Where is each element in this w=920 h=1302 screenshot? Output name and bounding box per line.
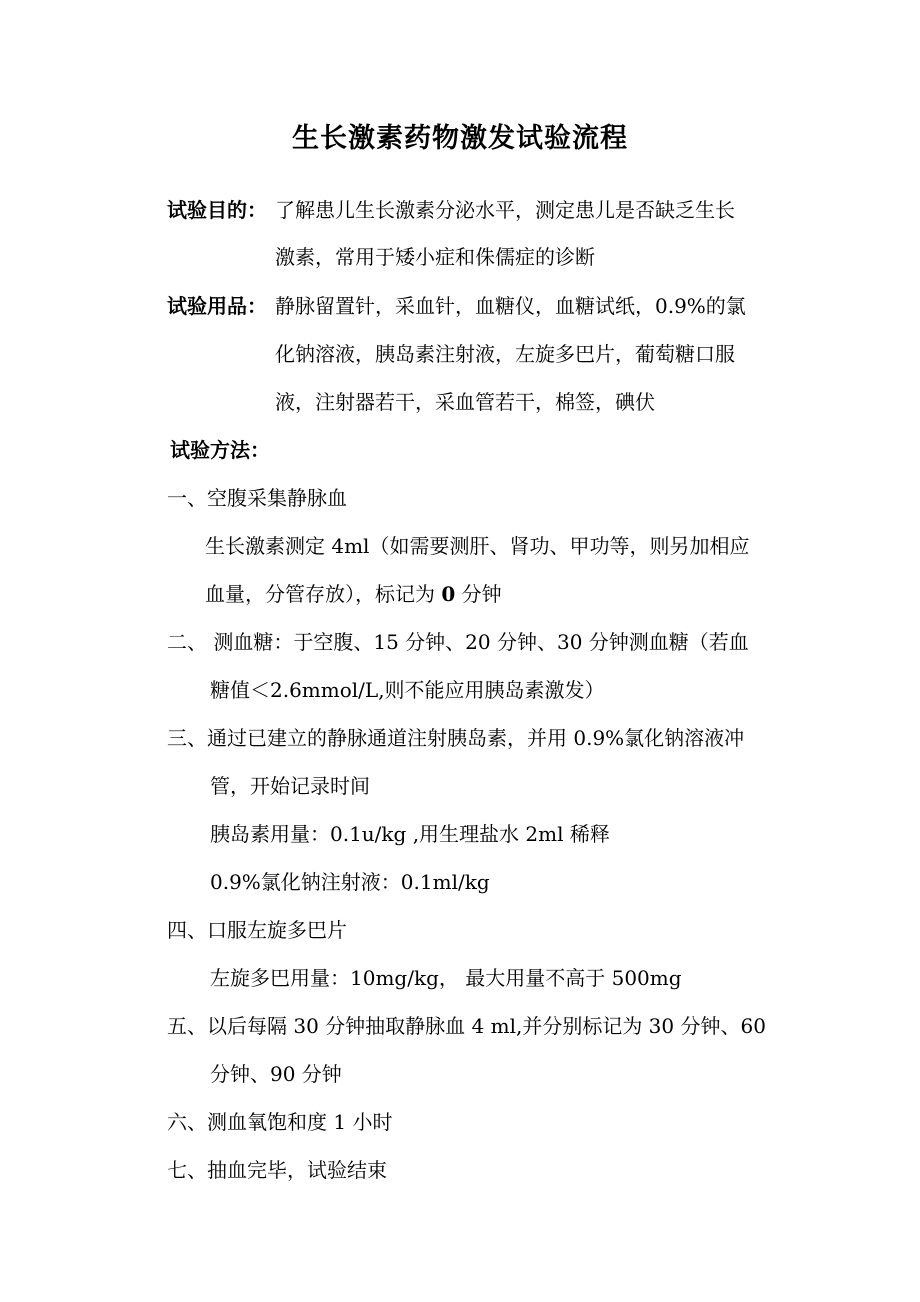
document-title: 生长激素药物激发试验流程	[292, 123, 628, 154]
step-1-line-2a: 血量，分管存放），标记为	[205, 582, 442, 606]
step-6-line-1: 六、测血氧饱和度 1 小时	[167, 1110, 393, 1134]
step-1-heading: 一、空腹采集静脉血	[167, 486, 347, 510]
step-3-insulin-dose: 胰岛素用量：0.1u/kg ,用生理盐水 2ml 稀释	[210, 822, 610, 846]
supplies-line-1: 静脉留置针，采血针，血糖仪，血糖试纸，0.9%的氯	[275, 294, 746, 318]
step-1-line-1: 生长激素测定 4ml（如需要测肝、肾功、甲功等，则另加相应	[205, 534, 750, 558]
step-3-line-2: 管，开始记录时间	[210, 774, 370, 798]
purpose-line-1: 了解患儿生长激素分泌水平，测定患儿是否缺乏生长	[275, 198, 735, 222]
step-4-levodopa-dose: 左旋多巴用量：10mg/kg， 最大用量不高于 500mg	[210, 966, 682, 990]
step-5-line-1: 五、以后每隔 30 分钟抽取静脉血 4 ml,并分别标记为 30 分钟、60	[167, 1014, 766, 1038]
step-7-line-1: 七、抽血完毕，试验结束	[167, 1158, 387, 1182]
step-1-line-2	[205, 580, 502, 608]
step-2-line-1: 二、 测血糖：于空腹、15 分钟、20 分钟、30 分钟测血糖（若血	[167, 630, 749, 654]
step-3-line-1: 三、通过已建立的静脉通道注射胰岛素，并用 0.9%氯化钠溶液冲	[167, 726, 745, 750]
step-2-line-2: 糖值＜2.6mmol/L,则不能应用胰岛素激发）	[210, 678, 605, 702]
purpose-line-2: 激素，常用于矮小症和侏儒症的诊断	[275, 245, 595, 269]
step-4-heading: 四、口服左旋多巴片	[167, 918, 347, 942]
step-5-line-2: 分钟、90 分钟	[210, 1062, 342, 1086]
supplies-label: 试验用品：	[167, 294, 267, 318]
step-3-saline-dose: 0.9%氯化钠注射液：0.1ml/kg	[210, 870, 490, 894]
purpose-label: 试验目的：	[167, 198, 267, 222]
method-label: 试验方法：	[170, 438, 270, 462]
step-1-zero-minute: 0	[441, 582, 456, 606]
step-1-line-2c: 分钟	[455, 582, 502, 606]
supplies-line-2: 化钠溶液，胰岛素注射液，左旋多巴片，葡萄糖口服	[275, 342, 735, 366]
supplies-line-3: 液，注射器若干，采血管若干，棉签，碘伏	[275, 390, 655, 414]
